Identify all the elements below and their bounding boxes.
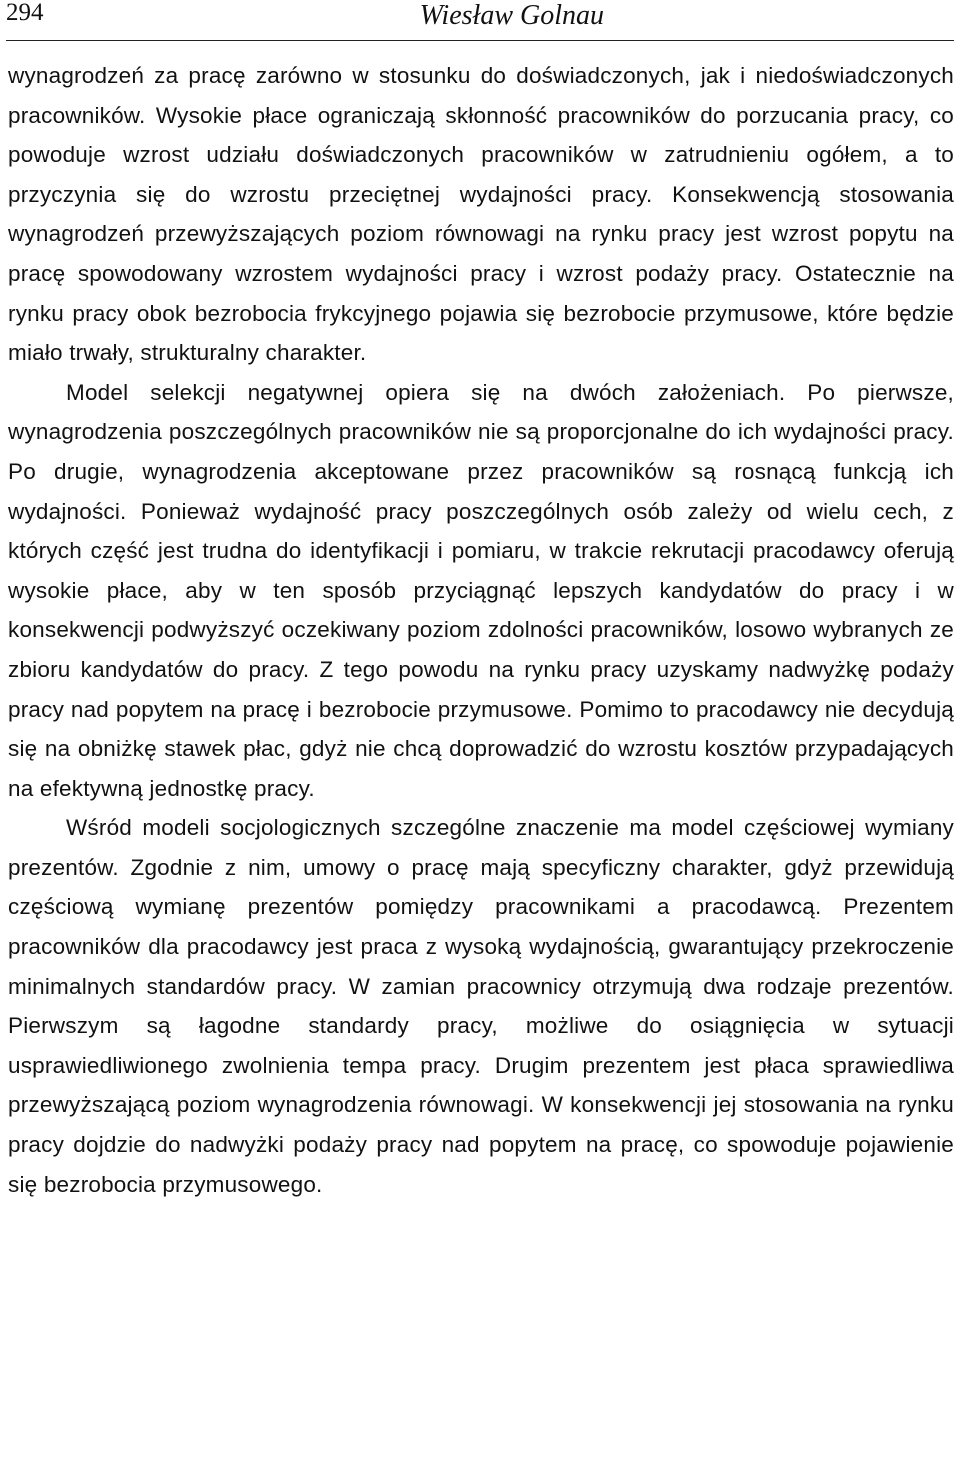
body-text [8, 56, 954, 1204]
paragraph-continuation: wynagrodzeń za pracę zarówno w stosunku do doświadczonych, jak i niedoświadczonych pracowników. Wysokie płace ograniczają skłonność pracowników do porzucania pracy, co powoduje wzrost udziału doświadczonych pracowników w zatrudnieniu ogółem, a to przyczynia się do wzrostu przeciętnej wydajności pracy. Konsekwencją stosowania wynagrodzeń przewyższających poziom równowagi na rynku pracy jest wzrost popytu na pracę spowodowany wzrostem wydajności pracy i wzrost podaży pracy. Ostatecznie na rynku pracy obok bezrobocia frykcyjnego pojawia się bezrobocie przymusowe, które będzie miało trwały, strukturalny charakter. [8, 63, 954, 366]
paragraph-gift-exchange: Wśród modeli socjologicznych szczególne znaczenie ma model częściowej wymiany prezentów. Zgodnie z nim, umowy o pracę mają specyficzny charakter, gdyż przewidują częściową wymianę prezentów pomiędzy pracownikami a pracodawcą. Prezentem pracowników dla pracodawcy jest praca z wysoką wydajnością, gwarantujący przekroczenie minimalnych standardów pracy. W zamian pracownicy otrzymują dwa rodzaje prezentów. Pierwszym są łagodne standardy pracy, możliwe do osiągnięcia w sytuacji usprawiedliwionego zwolnienia tempa pracy. Drugim prezentem jest płaca sprawiedliwa przewyższającą poziom wynagrodzenia równowagi. W konsekwencji jej stosowania na rynku pracy dojdzie do nadwyżki podaży pracy nad popytem na pracę, co spowoduje pojawienie się bezrobocia przymusowego. [8, 815, 954, 1197]
page-number: 294 [6, 0, 44, 26]
running-header [6, 0, 954, 41]
paragraph-negative-selection: Model selekcji negatywnej opiera się na dwóch założeniach. Po pierwsze, wynagrodzenia poszczególnych pracowników nie są proporcjonalne do ich wydajności pracy. Po drugie, wynagrodzenia akceptowane przez pracowników są rosnącą funkcją ich wydajności. Ponieważ wydajność pracy poszczególnych osób zależy od wielu cech, z których część jest trudna do identyfikacji i pomiaru, w trakcie rekrutacji pracodawcy oferują wysokie płace, aby w ten sposób przyciągnąć lepszych kandydatów do pracy i w konsekwencji podwyższyć oczekiwany poziom zdolności pracowników, losowo wybranych ze zbioru kandydatów do pracy. Z tego powodu na rynku pracy uzyskamy nadwyżkę podaży pracy nad popytem na pracę i bezrobocie przymusowe. Pomimo to pracodawcy nie decydują się na obniżkę stawek płac, gdyż nie chcą doprowadzić do wzrostu kosztów przypadających na efektywną jednostkę pracy. [8, 379, 954, 801]
running-header-author: Wiesław Golnau [419, 0, 604, 31]
